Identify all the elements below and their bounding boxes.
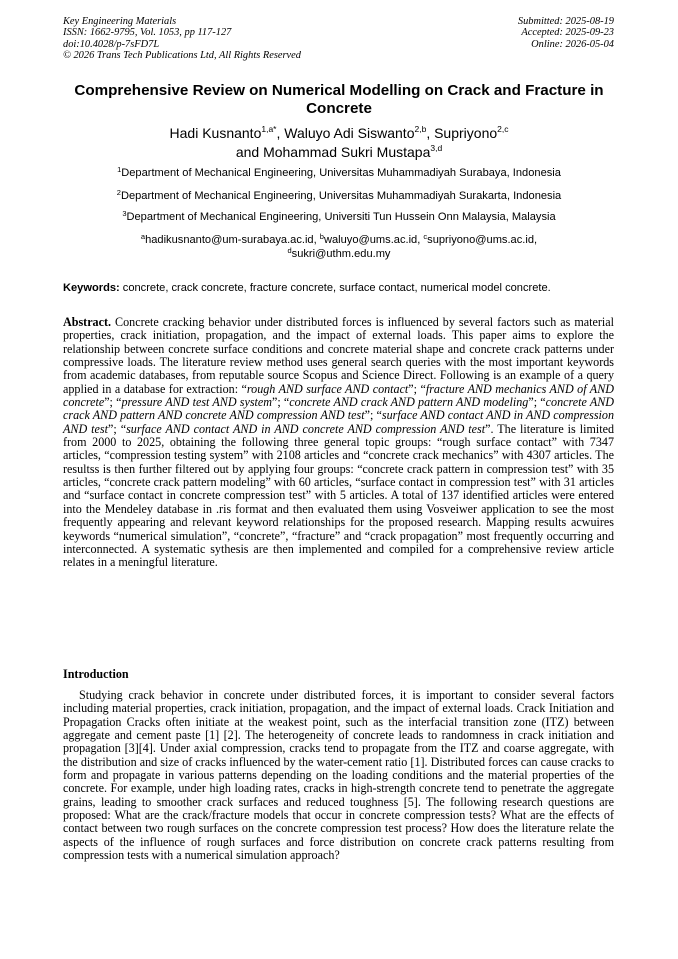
journal-issn: ISSN: 1662-9795, Vol. 1053, pp 117-127: [63, 27, 232, 39]
introduction-paragraph: Studying crack behavior in concrete under distributed forces, it is important to consider several factors including material properties, crack initiation, propagation, and the impact of external loads. Crack Initiation and Propagation Cracks often initiate at the weakest point, such as the interfacial transition zone (ITZ) between aggregate and cement paste [1] [2]. The heterogeneity of concrete leads to randomness in crack initiation and propagation [3][4]. Under axial compression, cracks tend to propagate from the ITZ and coarse aggregate, with the distribution and size of cracks influenced by the water-cement ratio [1]. Distributed forces can cause cracks to form and propagate in various patterns depending on the loading conditions and the material properties of the concrete. For example, under high loading rates, cracks in high-strength concrete tend to penetrate the aggregate grains, leading to smoother crack surfaces and reduced toughness [5]. The following research questions are proposed: What are the crack/fracture models that occur in concrete compression tests? What are the effects of contact between two rough surfaces on the concrete compression test process? How does the literature relate the aspects of the influence of rough surfaces and force distribution on concrete crack patterns resulting from compression tests with a numerical simulation approach?: [63, 688, 614, 863]
query-term: pressure AND test AND system: [121, 395, 272, 410]
author-name: Mohammad Sukri Mustapa: [263, 144, 431, 160]
email-mark: d: [287, 246, 292, 255]
query-separator: ”; “: [272, 395, 290, 410]
online-date: Online: 2026-05-04: [531, 38, 614, 50]
section-heading-introduction: Introduction: [63, 667, 129, 681]
accepted-date: Accepted: 2025-09-23: [521, 27, 614, 39]
abstract-label: Abstract.: [63, 315, 112, 329]
author-separator: ,: [426, 125, 435, 141]
affiliation: [40, 211, 638, 224]
affiliation-text: Department of Mechanical Engineering, Universitas Muhammadiyah Surabaya, Indonesia: [121, 167, 561, 179]
query-separator: ”; “: [364, 408, 382, 423]
email-separator: ,: [534, 234, 538, 246]
journal-name: Key Engineering Materials: [63, 16, 177, 27]
email-link[interactable]: waluyo@ums.ac.id: [323, 234, 418, 246]
affiliation-text: Department of Mechanical Engineering, Universitas Muhammadiyah Surakarta, Indonesia: [120, 190, 562, 202]
author-affiliation-mark: 2,c: [497, 124, 509, 134]
email-mark: c: [423, 232, 428, 241]
query-term: rough AND surface AND contact: [246, 381, 409, 396]
affiliation-number: 3: [122, 209, 127, 218]
keywords-label: Keywords:: [63, 282, 120, 294]
author-name: Hadi Kusnanto: [169, 125, 262, 141]
author-emails: [60, 233, 618, 261]
abstract-text: ”. The literature is limited from 2000 to 2025, obtaining the following three general topic groups: “rough surface contact” with 7347 articles, “compression testing system” with 2108 articles and “concrete crack mechanics” with 4307 articles. The resultss is then further filtered out by applying four groups: “concrete crack pattern in compression test” with 35 articles, “concrete crack pattern modeling” with 60 articles, “surface contact in compression test” with 31 articles and “surface contact in concrete compression test” with 5 articles. A total of 137 identified articles were entered into the Mendeley database in .ris format and then evaluated them using Vosveiwer application to see the most frequently appearing and relevant keyword relationships for the proposed research. Mapping results acwuires keywords “numerical simulation”, “concrete”, “fracture” and “crack propagation” most frequently occurring and interconnected. A systematic sythesis are then implemented and compiled for a comprehensive review article relates in a meningful literature.: [63, 421, 614, 570]
email-mark: b: [319, 232, 324, 241]
query-term: concrete AND crack AND pattern AND modeling: [289, 395, 529, 410]
email-link[interactable]: sukri@uthm.edu.my: [291, 248, 391, 260]
author-affiliation-mark: 2,b: [414, 124, 427, 134]
affiliation: [40, 167, 638, 180]
dates-header: [518, 16, 614, 50]
affiliation: [40, 190, 638, 203]
keywords: [63, 281, 623, 295]
email-link[interactable]: supriyono@ums.ac.id: [427, 234, 534, 246]
email-mark: a: [140, 232, 146, 241]
query-separator: ”; “: [408, 381, 426, 396]
query-separator: ”; “: [528, 395, 546, 410]
query-separator: ”; “: [107, 421, 127, 436]
query-term: surface AND contact AND in AND compression AND test: [63, 408, 614, 436]
abstract-text: Concrete cracking behavior under distributed forces is influenced by several factors such as material properties, crack initiation, propagation, and the impact of external loads. This paper aims to explore the relationship between concrete surface conditions and concrete material shape and concrete crack patterns under compressive loads. The literature review method uses general search queries with the most important keywords from academic databases, from reputable source Scopus and Science Direct. Following is an example of a query applied in a database for extraction: “: [63, 315, 614, 396]
paper-title: Comprehensive Review on Numerical Modelling on Crack and Fracture in Concrete: [74, 82, 604, 117]
affiliation-text: Department of Mechanical Engineering, Universiti Tun Hussein Onn Malaysia, Malaysia: [126, 211, 556, 223]
author-separator: ,: [276, 125, 285, 141]
abstract: [63, 316, 614, 570]
email-separator: ,: [313, 234, 320, 246]
query-term: concrete AND crack AND pattern AND concrete AND compression AND test: [63, 395, 615, 423]
affiliation-number: 2: [116, 188, 121, 197]
query-separator: ”; “: [104, 395, 122, 410]
author-list: [60, 124, 618, 162]
submitted-date: Submitted: 2025-08-19: [517, 16, 614, 27]
author-affiliation-mark: 1,a*: [261, 124, 277, 134]
author-conjunction: and: [235, 144, 264, 160]
affiliation-number: 1: [117, 165, 122, 174]
article-doi[interactable]: doi:10.4028/p-7sFD7L: [63, 38, 160, 50]
email-separator: ,: [417, 234, 424, 246]
query-term: surface AND contact AND in AND concrete AND compression AND test: [126, 421, 486, 436]
email-link[interactable]: hadikusnanto@um-surabaya.ac.id: [145, 234, 314, 246]
query-term: fracture AND mechanics AND of AND concrete: [63, 381, 614, 410]
author-name: Waluyo Adi Siswanto: [284, 125, 415, 141]
journal-header: [63, 16, 301, 61]
author-name: Supriyono: [434, 125, 498, 141]
author-affiliation-mark: 3,d: [430, 143, 443, 153]
copyright-notice: © 2026 Trans Tech Publications Ltd, All Rights Reserved: [63, 49, 301, 61]
keywords-text: concrete, crack concrete, fracture concrete, surface contact, numerical model concrete.: [119, 282, 551, 294]
